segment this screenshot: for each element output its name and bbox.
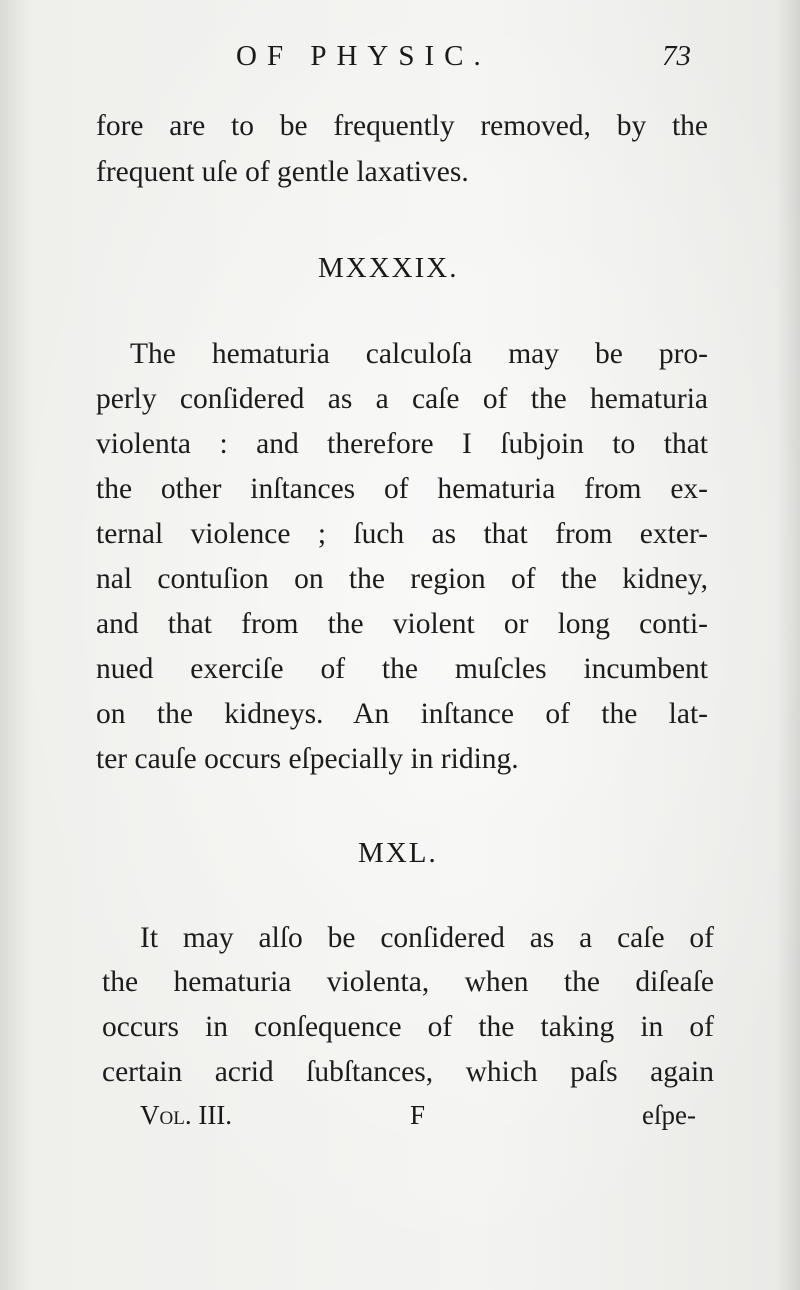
text-line: ternal violence ; ſuch as that from exter- — [96, 518, 708, 550]
text-line: fore are to be frequently removed, by the — [96, 110, 708, 142]
text-line: ter cauſe occurs eſpecially in riding. — [96, 743, 519, 775]
text-line: It may alſo be conſidered as a caſe of — [140, 922, 714, 954]
text-line: frequent uſe of gentle laxatives. — [96, 156, 469, 188]
text-line: The hematuria calculoſa may be pro- — [130, 338, 708, 370]
text-line: the hematuria violenta, when the diſeaſe — [102, 966, 714, 998]
page-number: 73 — [662, 40, 691, 72]
signature-mark: F — [410, 1100, 426, 1130]
text-line: nal contuſion on the region of the kidney, — [96, 563, 708, 595]
text-line: nued exerciſe of the muſcles incumbent — [96, 653, 708, 685]
volume-number: Vol. III. — [140, 1100, 233, 1130]
section-heading: MXXXIX. — [318, 252, 459, 284]
section-heading: MXL. — [358, 837, 438, 869]
running-title: OF PHYSIC. — [236, 40, 491, 72]
text-line: perly conſidered as a caſe of the hematuria — [96, 383, 708, 415]
text-line: on the kidneys. An inſtance of the lat- — [96, 698, 708, 730]
text-line: certain acrid ſubſtances, which paſs again — [102, 1056, 714, 1088]
text-line: and that from the violent or long conti- — [96, 608, 708, 640]
text-line: the other inſtances of hematuria from ex- — [96, 473, 708, 505]
text-line: violenta : and therefore I ſubjoin to that — [96, 428, 708, 460]
text-line: occurs in conſequence of the taking in of — [102, 1011, 714, 1043]
catchword: eſpe- — [642, 1100, 696, 1130]
